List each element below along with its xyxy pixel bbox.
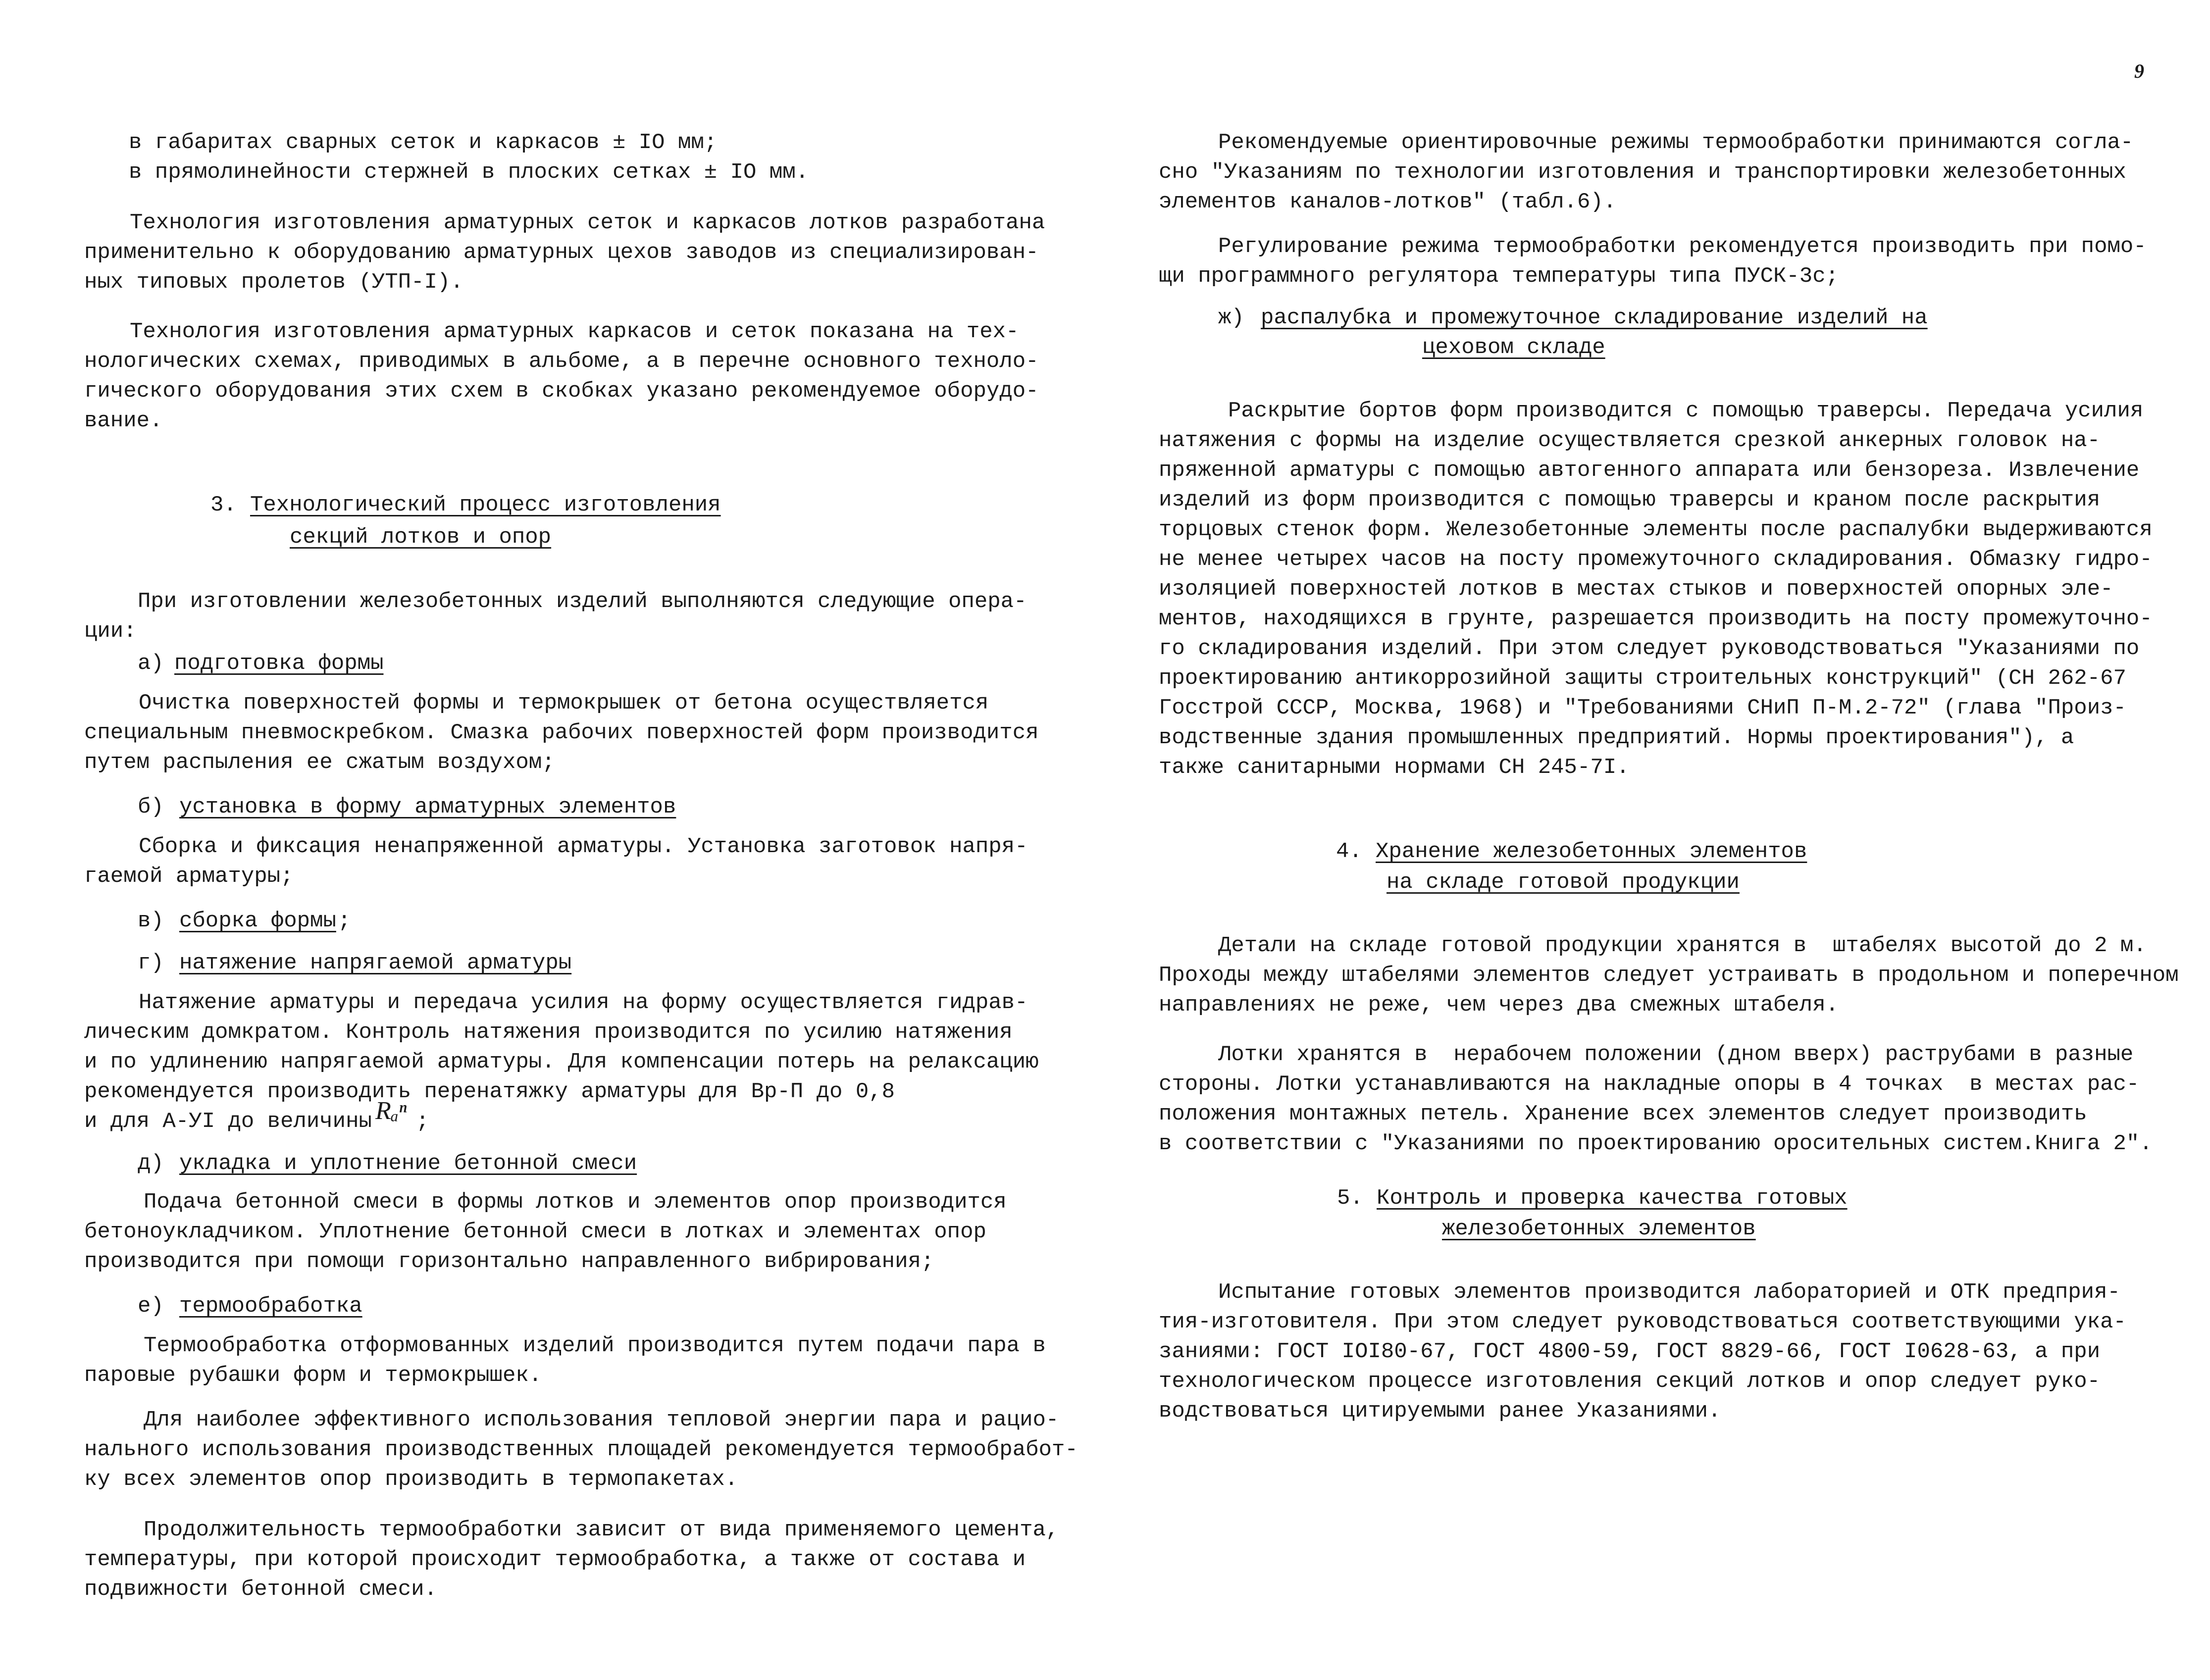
section-title: секций лотков и опор — [290, 525, 552, 550]
paragraph-line: пряженной арматуры с помощью автогенного аппарата или бензореза. Извлечение — [1159, 458, 2140, 483]
section-number: 5. — [1337, 1186, 1363, 1211]
paragraph-line: путем распыления ее сжатым воздухом; — [84, 750, 555, 775]
paragraph-line: Подача бетонной смеси в формы лотков и элементов опор производится — [144, 1190, 1007, 1215]
paragraph-line: изоляцией поверхностей лотков в местах стыков и поверхностей опорных эле- — [1159, 577, 2113, 602]
paragraph-line: в соответствии с "Указаниями по проектированию оросительных систем.Книга 2". — [1159, 1131, 2153, 1156]
paragraph-line: не менее четырех часов на посту промежуточного складирования. Обмазку гидро- — [1159, 547, 2153, 572]
item-title: натяжение напрягаемой арматуры — [179, 951, 572, 975]
paragraph-line: Технология изготовления арматурных каркасов и сеток показана на тех- — [130, 319, 1019, 344]
paragraph-line: стороны. Лотки устанавливаются на накладные опоры в 4 точках в местах рас- — [1159, 1072, 2140, 1097]
tolerance-line: в прямолинейности стержней в плоских сетках ± IO мм. — [129, 160, 809, 185]
paragraph-line: Рекомендуемые ориентировочные режимы термообработки принимаются согла- — [1218, 130, 2134, 155]
item-label: д) — [138, 1151, 164, 1176]
paragraph-line: Продолжительность термообработки зависит от вида применяемого цемента, — [144, 1518, 1059, 1542]
item-label: а) — [138, 651, 164, 676]
paragraph-line: технологическом процессе изготовления секций лотков и опор следует руко- — [1159, 1369, 2101, 1394]
paragraph-line: гаемой арматуры; — [84, 864, 294, 889]
item-label: ж) — [1218, 305, 1244, 330]
paragraph-line: Термообработка отформованных изделий производится путем подачи пара в — [144, 1333, 1046, 1358]
tolerance-line: в габаритах сварных сеток и каркасов ± IO мм; — [129, 130, 718, 155]
paragraph-line: элементов каналов-лотков" (табл.6). — [1159, 190, 1617, 214]
paragraph-line: го складирования изделий. При этом следует руководствоваться "Указаниями по — [1159, 636, 2140, 661]
paragraph-line: лическим домкратом. Контроль натяжения производится по усилию натяжения — [84, 1020, 1013, 1045]
paragraph-line: Регулирование режима термообработки рекомендуется производить при помо- — [1218, 234, 2147, 259]
paragraph-line: водствоваться цитируемыми ранее Указаниями. — [1159, 1399, 1721, 1424]
section-number: 3. — [210, 493, 237, 517]
paragraph-line: изделий из форм производится с помощью траверсы и краном после раскрытия — [1159, 488, 2101, 512]
paragraph-line: и по удлинению напрягаемой арматуры. Для компенсации потерь на релаксацию — [84, 1050, 1039, 1074]
item-title: установка в форму арматурных элементов — [179, 795, 676, 819]
paragraph-line: паровые рубашки форм и термокрышек. — [84, 1363, 542, 1388]
paragraph-line: гического оборудования этих схем в скобках указано рекомендуемое оборудо- — [84, 379, 1039, 404]
paragraph-line: Для наиболее эффективного использования тепловой энергии пара и рацио- — [144, 1408, 1059, 1432]
item-label: в) — [138, 909, 164, 933]
formula: Rₐⁿ — [375, 1097, 407, 1125]
section-title: на складе готовой продукции — [1387, 870, 1740, 895]
item-label: г) — [138, 951, 164, 975]
section-title: железобетонных элементов — [1442, 1217, 1756, 1241]
paragraph-line: ку всех элементов опор производить в термопакетах. — [84, 1467, 738, 1492]
paragraph-line: Сборка и фиксация ненапряженной арматуры. Установка заготовок напря- — [139, 834, 1028, 859]
paragraph-line: нологических схемах, приводимых в альбоме, а в перечне основного техноло- — [84, 349, 1039, 374]
paragraph-line: тия-изготовителя. При этом следует руководствоваться соответствующими ука- — [1159, 1310, 2126, 1334]
paragraph-line: рекомендуется производить перенатяжку арматуры для Вр-П до 0,8 — [84, 1079, 895, 1104]
paragraph-line: направлениях не реже, чем через два смежных штабеля. — [1159, 993, 1839, 1018]
section-number: 4. — [1336, 839, 1362, 864]
paragraph-line: Лотки хранятся в нерабочем положении (дном вверх) раструбами в разные — [1218, 1042, 2134, 1067]
paragraph-line: температуры, при которой происходит термообработка, а также от состава и — [84, 1547, 1026, 1572]
item-label: е) — [138, 1294, 164, 1319]
paragraph-line: нального использования производственных площадей рекомендуется термообработ- — [84, 1437, 1078, 1462]
item-label: б) — [138, 795, 164, 819]
paragraph-line: Детали на складе готовой продукции хранятся в штабелях высотой до 2 м. — [1218, 933, 2147, 958]
paragraph-line: натяжения с формы на изделие осуществляется срезкой анкерных головок на- — [1159, 428, 2101, 453]
paragraph-line: и для А-УI до величины — [84, 1109, 372, 1134]
item-suffix: ; — [338, 909, 351, 933]
item-title: укладка и уплотнение бетонной смеси — [179, 1151, 637, 1176]
paragraph-line: Проходы между штабелями элементов следует устраивать в продольном и поперечном — [1159, 963, 2179, 988]
paragraph-line: Госстрой СССР, Москва, 1968) и "Требованиями СНиП П-М.2-72" (глава "Произ- — [1159, 696, 2126, 720]
paragraph-line: водственные здания промышленных предприятий. Нормы проектирования"), а — [1159, 725, 2074, 750]
paragraph-line: ции: — [84, 619, 137, 644]
section-title: Контроль и проверка качества готовых — [1377, 1186, 1848, 1211]
paragraph-line: сно "Указаниям по технологии изготовления и транспортировки железобетонных — [1159, 160, 2126, 185]
paragraph-line: производится при помощи горизонтально направленного вибрирования; — [84, 1249, 934, 1274]
paragraph-line: бетоноукладчиком. Уплотнение бетонной смеси в лотках и элементах опор — [84, 1220, 986, 1244]
section-title: Хранение железобетонных элементов — [1376, 839, 1807, 864]
paragraph-line: применительно к оборудованию арматурных цехов заводов из специализирован- — [84, 240, 1039, 265]
page-number: 9 — [2134, 60, 2144, 82]
paragraph-line: Очистка поверхностей формы и термокрышек от бетона осуществляется — [139, 691, 989, 715]
paragraph-line: положения монтажных петель. Хранение всех элементов следует производить — [1159, 1102, 2087, 1126]
paragraph-line: Натяжение арматуры и передача усилия на форму осуществляется гидрав- — [139, 990, 1028, 1015]
paragraph-line: Технология изготовления арматурных сеток и каркасов лотков разработана — [130, 210, 1045, 235]
paragraph-line: проектированию антикоррозийной защиты строительных конструкций" (СН 262-67 — [1159, 666, 2126, 691]
paragraph-line: ных типовых пролетов (УТП-I). — [84, 270, 463, 295]
paragraph-line: торцовых стенок форм. Железобетонные элементы после распалубки выдерживаются — [1159, 517, 2153, 542]
paragraph-line: Раскрытие бортов форм производится с помощью траверсы. Передача усилия — [1228, 399, 2144, 423]
paragraph-line: При изготовлении железобетонных изделий выполняются следующие опера- — [138, 589, 1027, 614]
item-title: цеховом складе — [1422, 335, 1605, 360]
item-title: подготовка формы — [174, 651, 384, 676]
item-title: термообработка — [179, 1294, 362, 1319]
paragraph-line: вание. — [84, 408, 163, 433]
paragraph-line: ментов, находящихся в грунте, разрешается производить на посту промежуточно- — [1159, 607, 2153, 631]
paragraph-line: также санитарными нормами СН 245-7I. — [1159, 755, 1630, 780]
paragraph-line: щи программного регулятора температуры типа ПУСК-3с; — [1159, 264, 1839, 289]
item-title: распалубка и промежуточное складирование изделий на — [1261, 305, 1928, 330]
paragraph-line: заниями: ГОСТ IOI80-67, ГОСТ 4800-59, ГОСТ 8829-66, ГОСТ I0628-63, а при — [1159, 1339, 2101, 1364]
item-title: сборка формы — [179, 909, 336, 933]
paragraph-line: Испытание готовых элементов производится лабораторией и ОТК предприя- — [1218, 1280, 2120, 1305]
section-title: Технологический процесс изготовления — [250, 493, 721, 517]
paragraph-line: подвижности бетонной смеси. — [84, 1577, 437, 1602]
formula-suffix: ; — [416, 1109, 429, 1134]
paragraph-line: специальным пневмоскребком. Смазка рабочих поверхностей форм производится — [84, 720, 1039, 745]
